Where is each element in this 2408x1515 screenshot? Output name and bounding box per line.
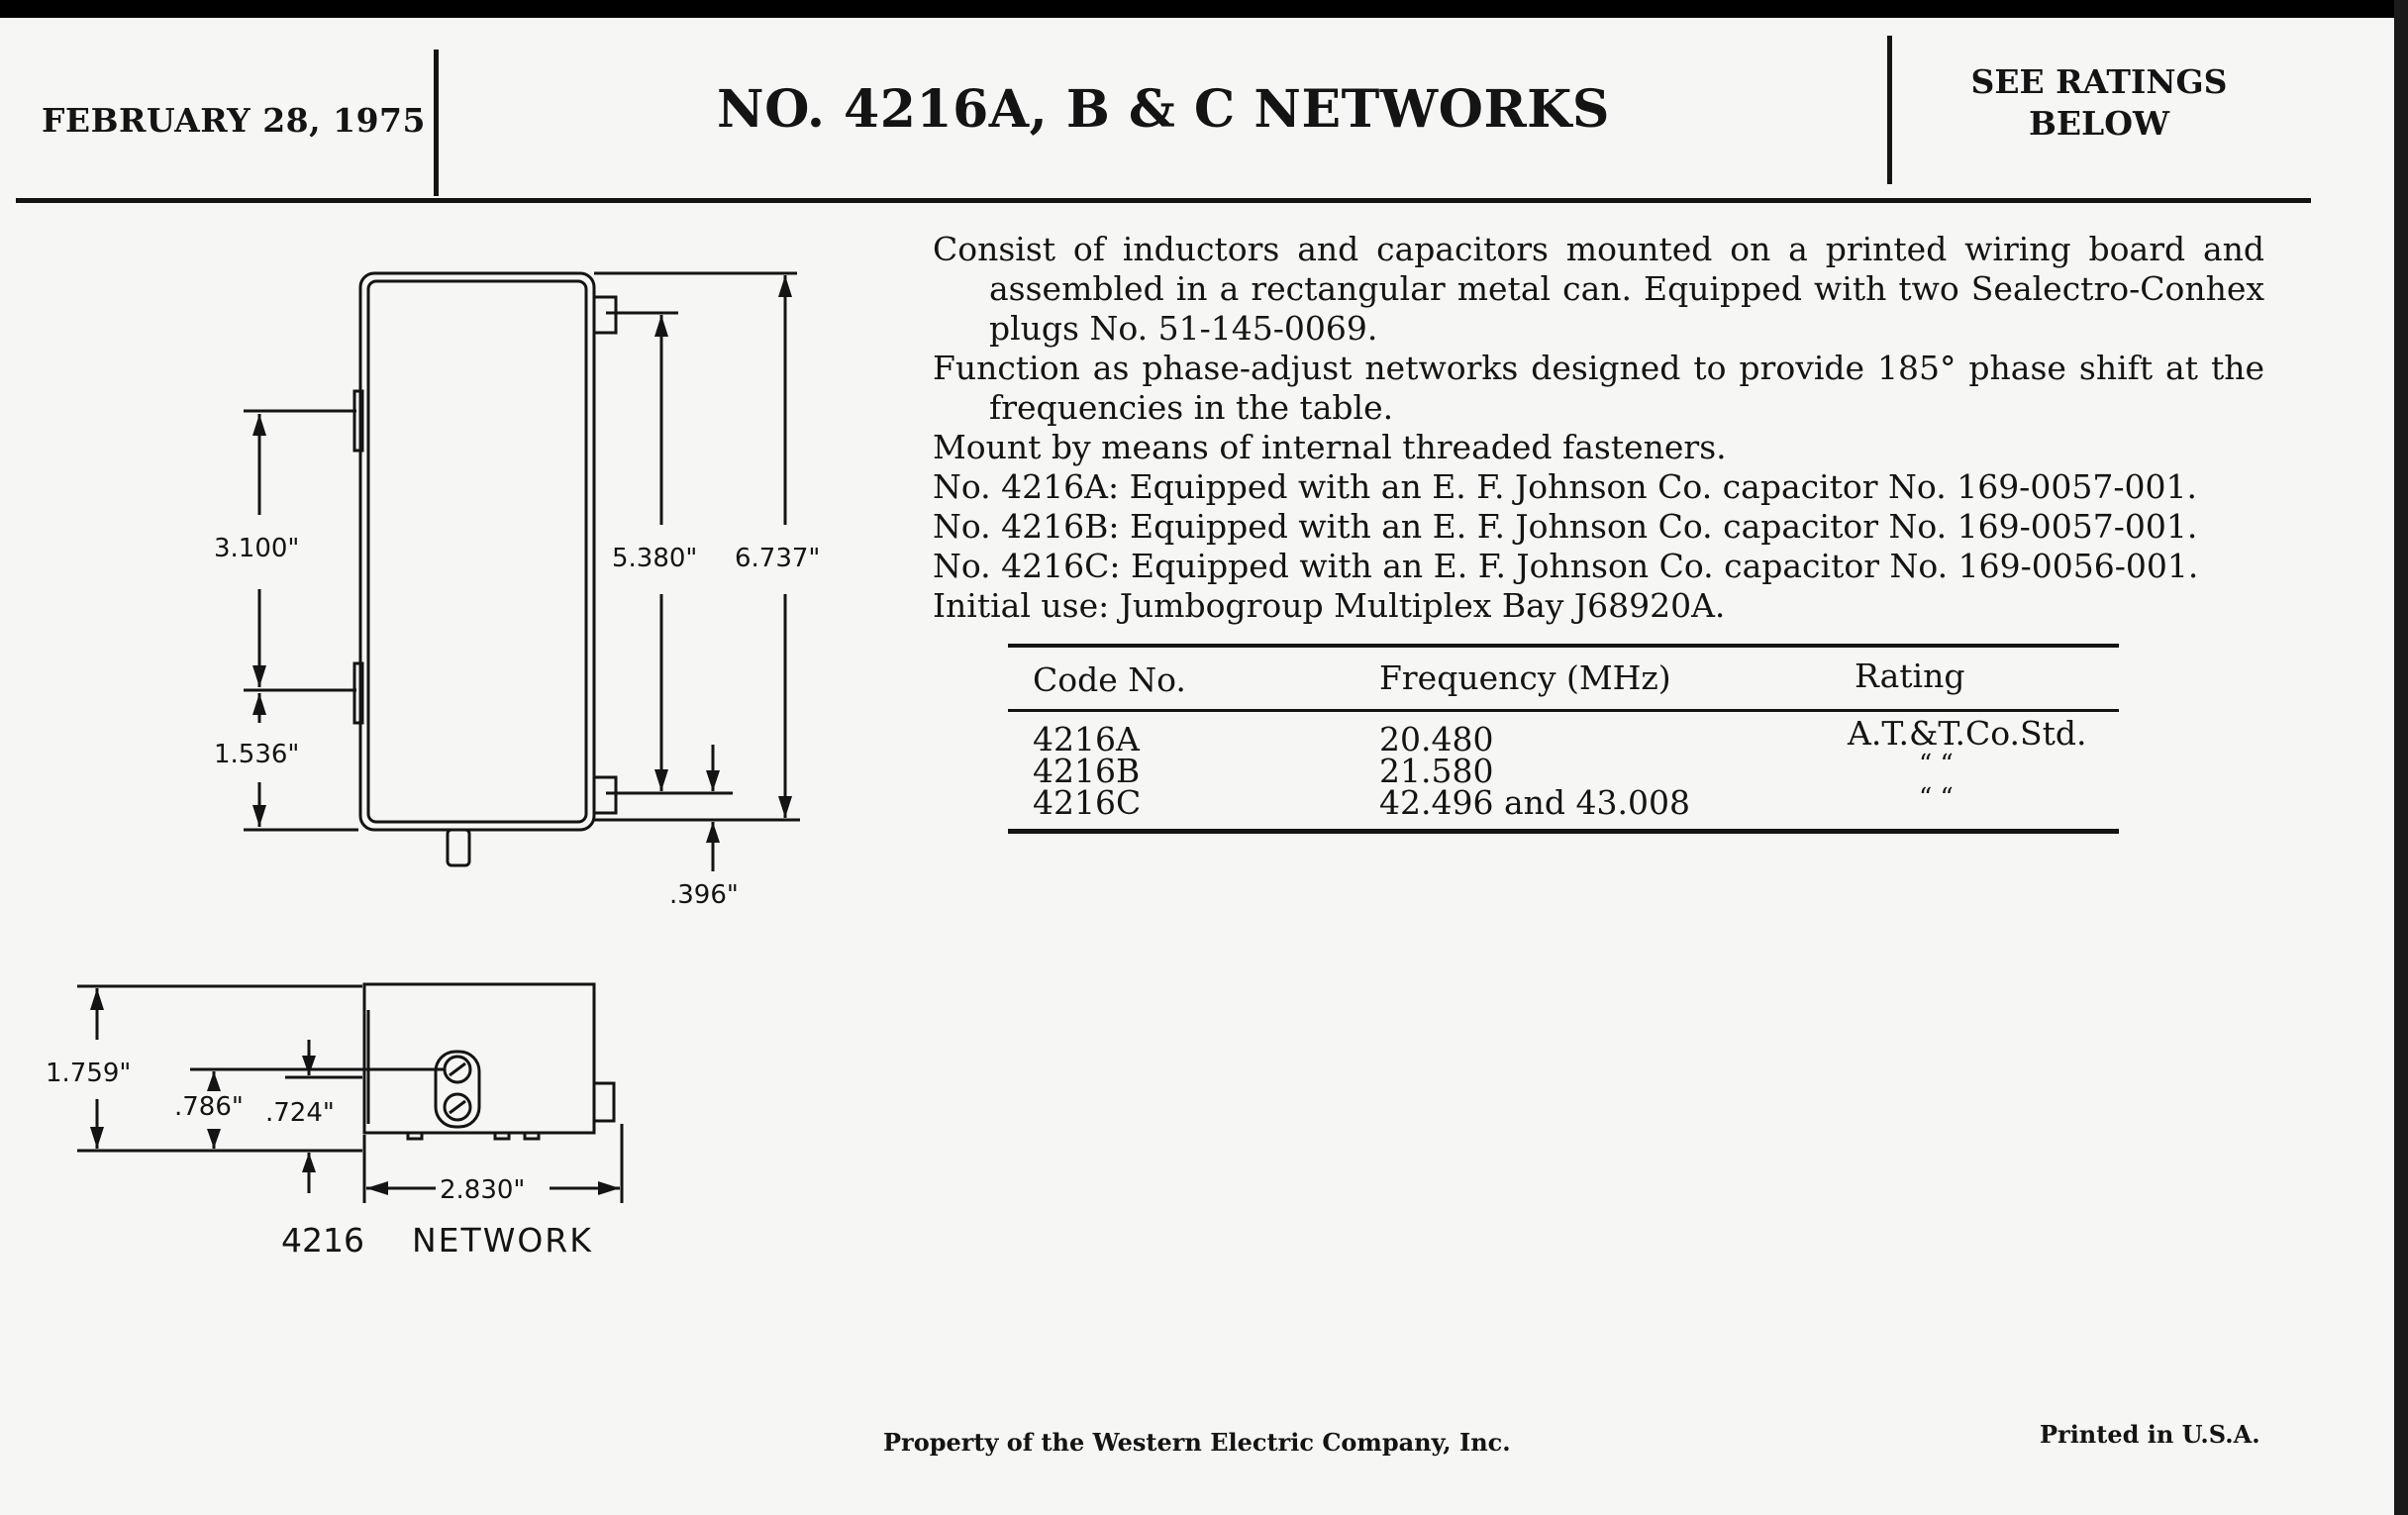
rating-note-line2: BELOW <box>2028 104 2170 143</box>
table-cell-rating: “ “ <box>1919 750 1954 779</box>
table-cell-frequency: 42.496 and 43.008 <box>1379 783 1690 822</box>
printed-notice: Printed in U.S.A. <box>2040 1420 2260 1449</box>
table-cell-frequency: 21.580 <box>1379 752 1494 790</box>
drawing-caption-label: NETWORK <box>412 1221 593 1260</box>
dim-label-786: .786" <box>174 1092 244 1122</box>
dim-label-1759: 1.759" <box>46 1059 132 1088</box>
description-paragraph: No. 4216B: Equipped with an E. F. Johnson Co. capacitor No. 169-0057-001. <box>933 507 2198 546</box>
description-paragraph: Function as phase-adjust networks designed to provide 185° phase shift at the frequencies in the table. <box>933 349 2264 427</box>
table-header-code: Code No. <box>1033 660 1186 699</box>
description-paragraph: Mount by means of internal threaded fasteners. <box>933 428 1727 466</box>
table-cell-code: 4216C <box>1033 783 1142 822</box>
can-outline <box>360 273 594 830</box>
table-cell-frequency: 20.480 <box>1379 720 1494 758</box>
can-inner-outline <box>368 281 586 822</box>
page-title: NO. 4216A, B & C NETWORKS <box>717 79 1610 140</box>
dim-label-5380: 5.380" <box>612 544 698 573</box>
description-paragraph: No. 4216A: Equipped with an E. F. Johnson Co. capacitor No. 169-0057-001. <box>933 467 2197 506</box>
table-cell-rating: A.T.&T.Co.Std. <box>1848 714 2087 753</box>
connector-plug-bottom <box>594 777 616 813</box>
dim-label-396: .396" <box>669 880 739 910</box>
connector-plug-top <box>594 297 616 333</box>
rating-note-line1: SEE RATINGS <box>1970 62 2228 101</box>
property-notice: Property of the Western Electric Company, Inc. <box>883 1428 1511 1457</box>
dim-label-2830: 2.830" <box>440 1175 526 1205</box>
description-paragraph: Consist of inductors and capacitors mounted on a printed wiring board and assembled in a rectangular metal can. Equipped with two Sealectro-Conhex plugs No. 51-145-0069. <box>933 230 2264 348</box>
issue-date: FEBRUARY 28, 1975 <box>42 101 426 140</box>
description-paragraph: Initial use: Jumbogroup Multiplex Bay J68920A. <box>933 586 1726 625</box>
side-view-plug-housing <box>436 1052 479 1127</box>
can-side-tab <box>354 663 362 723</box>
table-header-rating: Rating <box>1855 656 1965 695</box>
dim-label-3100: 3.100" <box>214 534 300 563</box>
table-cell-code: 4216B <box>1033 752 1141 790</box>
description-paragraph: No. 4216C: Equipped with an E. F. Johnson Co. capacitor No. 169-0056-001. <box>933 547 2199 585</box>
dim-label-6737: 6.737" <box>735 544 821 573</box>
drawing-caption-code: 4216 <box>281 1221 364 1260</box>
dim-label-724: .724" <box>265 1098 335 1128</box>
bottom-stud <box>448 830 469 865</box>
table-cell-code: 4216A <box>1033 720 1140 758</box>
can-side-tab <box>354 391 362 451</box>
table-cell-rating: “ “ <box>1919 783 1954 813</box>
table-header-frequency: Frequency (MHz) <box>1379 658 1671 697</box>
dim-label-1536: 1.536" <box>214 740 300 769</box>
side-view-connector <box>594 1083 614 1121</box>
